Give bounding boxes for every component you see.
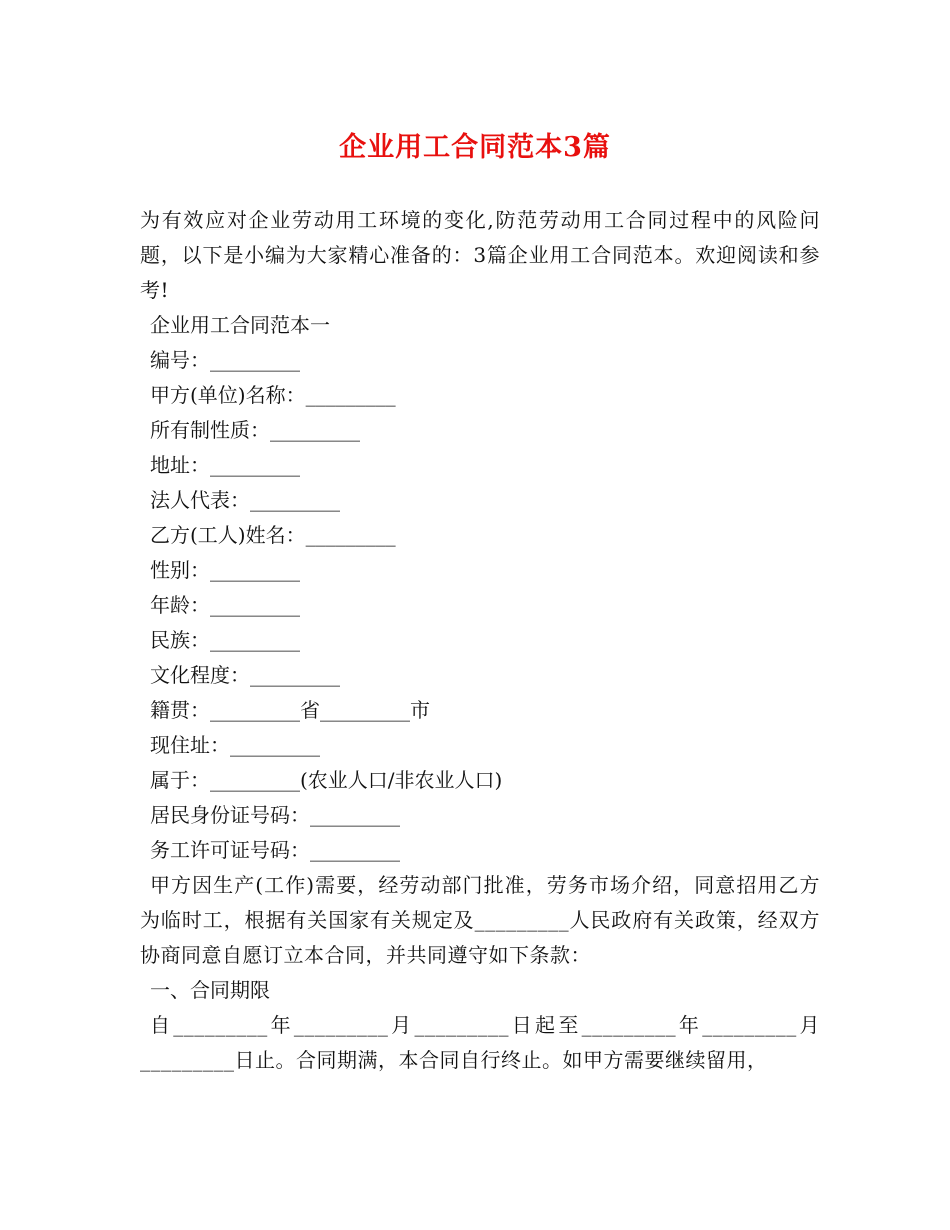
document-body: [140, 203, 820, 1078]
contract-term-paragraph: [140, 1008, 820, 1078]
section-heading: 一、合同期限: [150, 978, 270, 1002]
field-line: 地址：_________: [150, 453, 300, 477]
intro-paragraph: 为有效应对企业劳动用工环境的变化,防范劳动用工合同过程中的风险问题，以下是小编为大家精心准备的：3篇企业用工合同范本。欢迎阅读和参考!: [140, 208, 820, 302]
field-line: 年龄：_________: [150, 593, 300, 617]
document-title: 企业用工合同范本3篇: [339, 132, 611, 163]
field-line: 民族：_________: [150, 628, 300, 652]
paragraph-indent: [140, 1013, 150, 1037]
term-text: 自_________年_________月_________日起至_________年_________月_________日止。合同期满，本合同自行终止。如甲方需要继续留用，: [140, 1013, 820, 1072]
field-line: 居民身份证号码：_________: [150, 803, 400, 827]
field-line: 性别：_________: [150, 558, 300, 582]
field-line: 甲方(单位)名称：_________: [150, 383, 396, 407]
field-line: 务工许可证号码：_________: [150, 838, 400, 862]
field-line: 籍贯：_________省_________市: [150, 698, 430, 722]
field-line: 文化程度：_________: [150, 663, 340, 687]
field-line: 乙方(工人)姓名：_________: [150, 523, 396, 547]
field-line: 编号：_________: [150, 348, 300, 372]
field-line: 所有制性质：_________: [150, 418, 360, 442]
field-line: 属于：_________(农业人口/非农业人口): [150, 768, 503, 792]
field-line: 现住址：_________: [150, 733, 320, 757]
paragraph-indent: [140, 873, 150, 897]
preamble-text: 甲方因生产(工作)需要，经劳动部门批准，劳务市场介绍，同意招用乙方为临时工，根据有关国家有关规定及_________人民政府有关政策，经双方协商同意自愿订立本合同，并共同遵守如下条款：: [140, 873, 820, 967]
field-line: 法人代表：_________: [150, 488, 340, 512]
section-heading: 企业用工合同范本一: [150, 313, 330, 337]
contract-preamble-paragraph: [140, 868, 820, 973]
